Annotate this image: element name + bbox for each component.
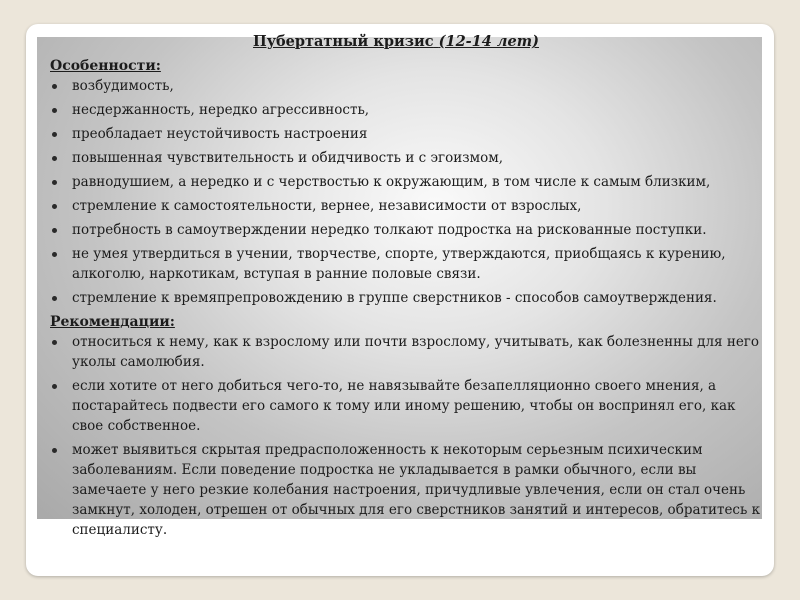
features-list — [50, 76, 762, 308]
list-item: стремление к времяпрепровождению в группе сверстников - способов самоутверждения. — [50, 288, 762, 308]
recommendations-heading: Рекомендации: — [50, 314, 175, 330]
slide-title-main: Пубертатный кризис — [253, 33, 434, 50]
recommendations-list — [50, 332, 762, 540]
list-item: потребность в самоутверждении нередко толкают подростка на рискованные поступки. — [50, 220, 762, 240]
list-item: стремление к самостоятельности, вернее, независимости от взрослых, — [50, 196, 762, 216]
list-item: возбудимость, — [50, 76, 762, 96]
slide-title-years: (12-14 лет) — [438, 33, 539, 50]
list-item: равнодушием, а нередко и с черствостью к окружающим, в том числе к самым близким, — [50, 172, 762, 192]
list-item: преобладает неустойчивость настроения — [50, 124, 762, 144]
list-item: относиться к нему, как к взрослому или почти взрослому, учитывать, как болезненны для него уколы самолюбия. — [50, 332, 762, 372]
list-item: повышенная чувствительность и обидчивость и с эгоизмом, — [50, 148, 762, 168]
features-heading: Особенности: — [50, 58, 161, 74]
list-item: несдержанность, нередко агрессивность, — [50, 100, 762, 120]
list-item: если хотите от него добиться чего-то, не навязывайте безапелляционно своего мнения, а постарайтесь подвести его самого к тому или иному решению, чтобы он воспринял его, как свое собственное. — [50, 376, 762, 436]
list-item: не умея утвердиться в учении, творчестве, спорте, утверждаются, приобщаясь к курению, алкоголю, наркотикам, вступая в ранние половые связи. — [50, 244, 762, 284]
slide-content — [50, 32, 762, 544]
slide-title — [50, 32, 762, 52]
list-item: может выявиться скрытая предрасположенность к некоторым серьезным психическим заболеваниям. Если поведение подростка не укладывается в рамки обычного, если вы замечаете у него резкие колебания настроения, причудливые увлечения, если он стал очень замкнут, холоден, отрешен от обычных для его сверстников занятий и интересов, обратитесь к специалисту. — [50, 440, 762, 540]
